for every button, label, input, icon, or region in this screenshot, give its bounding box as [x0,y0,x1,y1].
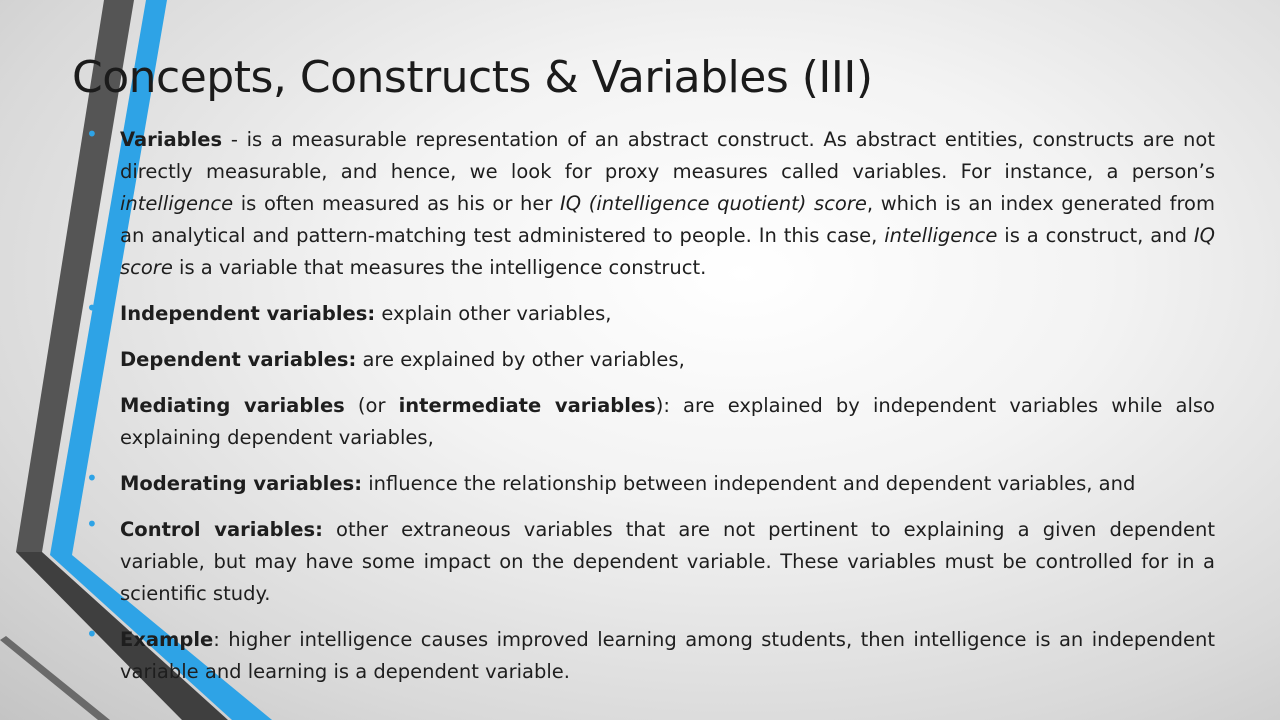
text-segment: other extraneous variables that are not pertinent to explaining a given dependent variable, but may have some impact on the dependent variable. These variables must be controlled for in a scientific study. [120,518,1215,605]
bullet-control-variables [86,512,1215,610]
text-segment: Example [120,628,214,651]
bullet-dot: • [86,466,98,490]
text-segment: ): are explained by independent variables while also explaining dependent variables, [120,394,1215,449]
bullet-variables [86,122,1215,284]
bullet-dot: • [86,388,98,412]
bullet-text [120,394,1215,449]
bullet-list [86,122,1215,702]
text-segment: intermediate variables [398,394,656,417]
bullet-dependent-variables [86,342,1215,376]
text-segment: influence the relationship between independent and dependent variables, and [362,472,1136,495]
bullet-text [120,128,1215,279]
bullet-mediating-variables [86,388,1215,454]
bullet-text [120,628,1215,683]
bullet-independent-variables [86,296,1215,330]
text-segment: Variables [120,128,223,151]
text-segment: Control variables: [120,518,323,541]
text-segment: IQ (intelligence quotient) score [559,192,867,215]
slide-title: Concepts, Constructs & Variables (III) [72,52,873,103]
bullet-dot: • [86,122,98,146]
text-segment: Moderating variables: [120,472,362,495]
bullet-text [120,302,611,325]
bullet-moderating-variables [86,466,1215,500]
text-segment: intelligence [884,224,998,247]
text-segment: intelligence [120,192,234,215]
text-segment: Independent variables: [120,302,376,325]
bullet-example [86,622,1215,688]
text-segment: is often measured as his or her [233,192,560,215]
text-segment: IQ score [120,224,1215,279]
bullet-text [120,348,685,371]
text-segment: Mediating variables [120,394,345,417]
text-segment: Dependent variables: [120,348,357,371]
bullet-dot: • [86,342,98,366]
text-segment: : higher intelligence causes improved learning among students, then intelligence is an independent variable and learning is a dependent variable. [120,628,1215,683]
text-segment: explain other variables, [375,302,612,325]
text-segment: is a construct, and [997,224,1194,247]
bullet-dot: • [86,512,98,536]
bullet-text [120,518,1215,605]
bullet-dot: • [86,622,98,646]
bullet-text [120,472,1135,495]
text-segment: are explained by other variables, [356,348,685,371]
bullet-dot: • [86,296,98,320]
text-segment: - is a measurable representation of an abstract construct. As abstract entities, constructs are not directly measurable, and hence, we look for proxy measures called variables. For instance, a person’s [120,128,1215,183]
text-segment: is a variable that measures the intelligence construct. [172,256,707,279]
text-segment: , which is an index generated from an analytical and pattern-matching test administered to people. In this case, [120,192,1215,247]
text-segment: (or [344,394,399,417]
